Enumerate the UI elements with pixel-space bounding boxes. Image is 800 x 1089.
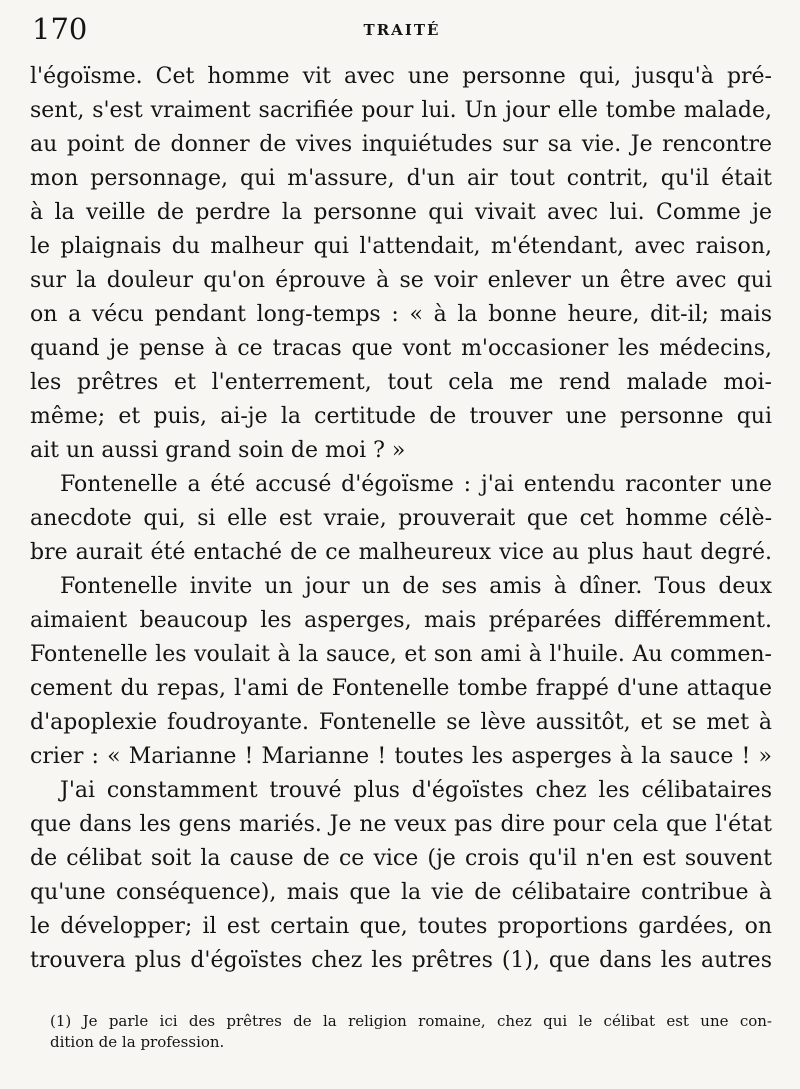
text-line: trouvera plus d'égoïstes chez les prêtres (1), que dans les autres: [30, 948, 772, 973]
running-title: TRAITÉ: [363, 21, 441, 39]
text-line: anecdote qui, si elle est vraie, prouverait que cet homme célè-: [30, 506, 772, 531]
text-line: au point de donner de vives inquiétudes sur sa vie. Je rencontre: [30, 132, 772, 157]
text-line: ait un aussi grand soin de moi ? »: [30, 438, 406, 463]
page-header: [32, 14, 772, 44]
text-line: le plaignais du malheur qui l'attendait, m'étendant, avec raison,: [30, 234, 772, 259]
page-number: 170: [32, 12, 88, 46]
footnote-line: dition de la profession.: [50, 1033, 225, 1051]
text-line: sur la douleur qu'on éprouve à se voir enlever un être avec qui: [30, 268, 772, 293]
text-line: mon personnage, qui m'assure, d'un air tout contrit, qu'il était: [30, 166, 772, 191]
text-line: le développer; il est certain que, toutes proportions gardées, on: [30, 914, 772, 939]
text-line: Fontenelle a été accusé d'égoïsme : j'ai entendu raconter une: [60, 472, 772, 497]
text-line: même; et puis, ai-je la certitude de trouver une personne qui: [30, 404, 772, 429]
text-line: cement du repas, l'ami de Fontenelle tombe frappé d'une attaque: [30, 676, 772, 701]
text-line: sent, s'est vraiment sacrifiée pour lui. Un jour elle tombe malade,: [30, 98, 772, 123]
text-line: que dans les gens mariés. Je ne veux pas dire pour cela que l'état: [30, 812, 772, 837]
text-line: d'apoplexie foudroyante. Fontenelle se lève aussitôt, et se met à: [30, 710, 772, 735]
text-line: Fontenelle les voulait à la sauce, et son ami à l'huile. Au commen-: [30, 642, 772, 667]
text-line: on a vécu pendant long-temps : « à la bonne heure, dit-il; mais: [30, 302, 772, 327]
text-line: l'égoïsme. Cet homme vit avec une personne qui, jusqu'à pré-: [30, 64, 772, 89]
text-line: quand je pense à ce tracas que vont m'occasioner les médecins,: [30, 336, 772, 361]
text-line: qu'une conséquence), mais que la vie de célibataire contribue à: [30, 880, 772, 905]
text-line: Fontenelle invite un jour un de ses amis à dîner. Tous deux: [60, 574, 772, 599]
text-line: J'ai constamment trouvé plus d'égoïstes chez les célibataires: [60, 778, 772, 803]
text-line: aimaient beaucoup les asperges, mais préparées différemment.: [30, 608, 772, 633]
footnote-line: (1) Je parle ici des prêtres de la religion romaine, chez qui le célibat est une con-: [50, 1012, 772, 1030]
footnote: [50, 1011, 772, 1053]
text-line: à la veille de perdre la personne qui vivait avec lui. Comme je: [30, 200, 772, 225]
text-line: bre aurait été entaché de ce malheureux vice au plus haut degré.: [30, 540, 772, 565]
text-line: de célibat soit la cause de ce vice (je crois qu'il n'en est souvent: [30, 846, 772, 871]
body-text: [30, 60, 772, 978]
text-line: les prêtres et l'enterrement, tout cela me rend malade moi-: [30, 370, 772, 395]
text-line: crier : « Marianne ! Marianne ! toutes les asperges à la sauce ! »: [30, 744, 772, 769]
